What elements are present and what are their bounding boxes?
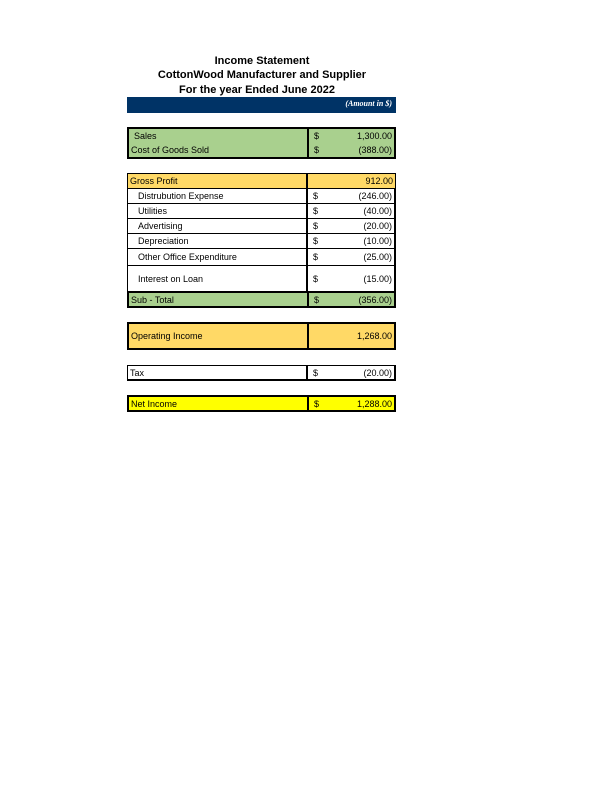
currency: $: [313, 191, 319, 201]
currency: $: [313, 252, 319, 262]
row-label: Net Income: [131, 398, 178, 409]
row-label: Interest on Loan: [138, 274, 204, 284]
currency: $: [314, 131, 320, 141]
statement-title: Income Statement: [214, 55, 310, 67]
row-label: Cost of Goods Sold: [131, 145, 210, 155]
currency: $: [314, 145, 320, 155]
currency: $: [313, 221, 319, 231]
header-band: [127, 97, 396, 113]
row-amount: (20.00): [363, 221, 392, 231]
row-label: Other Office Expenditure: [138, 252, 237, 262]
amount-note: (Amount in $): [345, 99, 392, 108]
row-amount: (40.00): [363, 206, 392, 216]
row-sales: [127, 127, 396, 144]
row-expense: [127, 218, 396, 233]
row-gross-profit: [127, 173, 396, 189]
row-amount: (15.00): [363, 274, 392, 284]
company-name: CottonWood Manufacturer and Supplier: [157, 69, 367, 81]
row-label: Sub - Total: [131, 294, 174, 305]
row-expense: [127, 265, 396, 292]
row-amount: 912.00: [365, 176, 393, 186]
currency: $: [313, 274, 319, 284]
row-amount: (388.00): [358, 145, 392, 155]
row-amount: 1,268.00: [356, 331, 392, 341]
row-amount: (20.00): [363, 367, 392, 378]
row-expense: [127, 248, 396, 265]
row-sub-total: [127, 291, 396, 308]
currency: $: [313, 236, 319, 246]
row-label: Tax: [130, 367, 145, 378]
row-expense: [127, 188, 396, 203]
row-tax: [127, 365, 396, 381]
row-label: Depreciation: [138, 236, 189, 246]
currency: $: [314, 294, 320, 305]
row-label: Distrubution Expense: [138, 191, 224, 201]
row-amount: (25.00): [363, 252, 392, 262]
row-amount: 1,300.00: [356, 131, 392, 141]
row-amount: (246.00): [358, 191, 392, 201]
row-expense: [127, 233, 396, 248]
row-label: Advertising: [138, 221, 183, 231]
row-cogs: [127, 143, 396, 159]
row-label: Sales: [134, 131, 157, 141]
period: For the year Ended June 2022: [179, 84, 335, 96]
row-label: Utilities: [138, 206, 168, 216]
row-operating-income: [127, 322, 396, 350]
currency: $: [313, 367, 319, 378]
row-label: Gross Profit: [130, 176, 178, 186]
row-label: Operating Income: [131, 331, 203, 341]
currency: $: [313, 206, 319, 216]
row-net-income: [127, 395, 396, 412]
row-amount: (10.00): [363, 236, 392, 246]
currency: $: [314, 398, 320, 409]
row-expense: [127, 203, 396, 218]
row-amount: 1,288.00: [356, 398, 392, 409]
row-amount: (356.00): [358, 294, 392, 305]
